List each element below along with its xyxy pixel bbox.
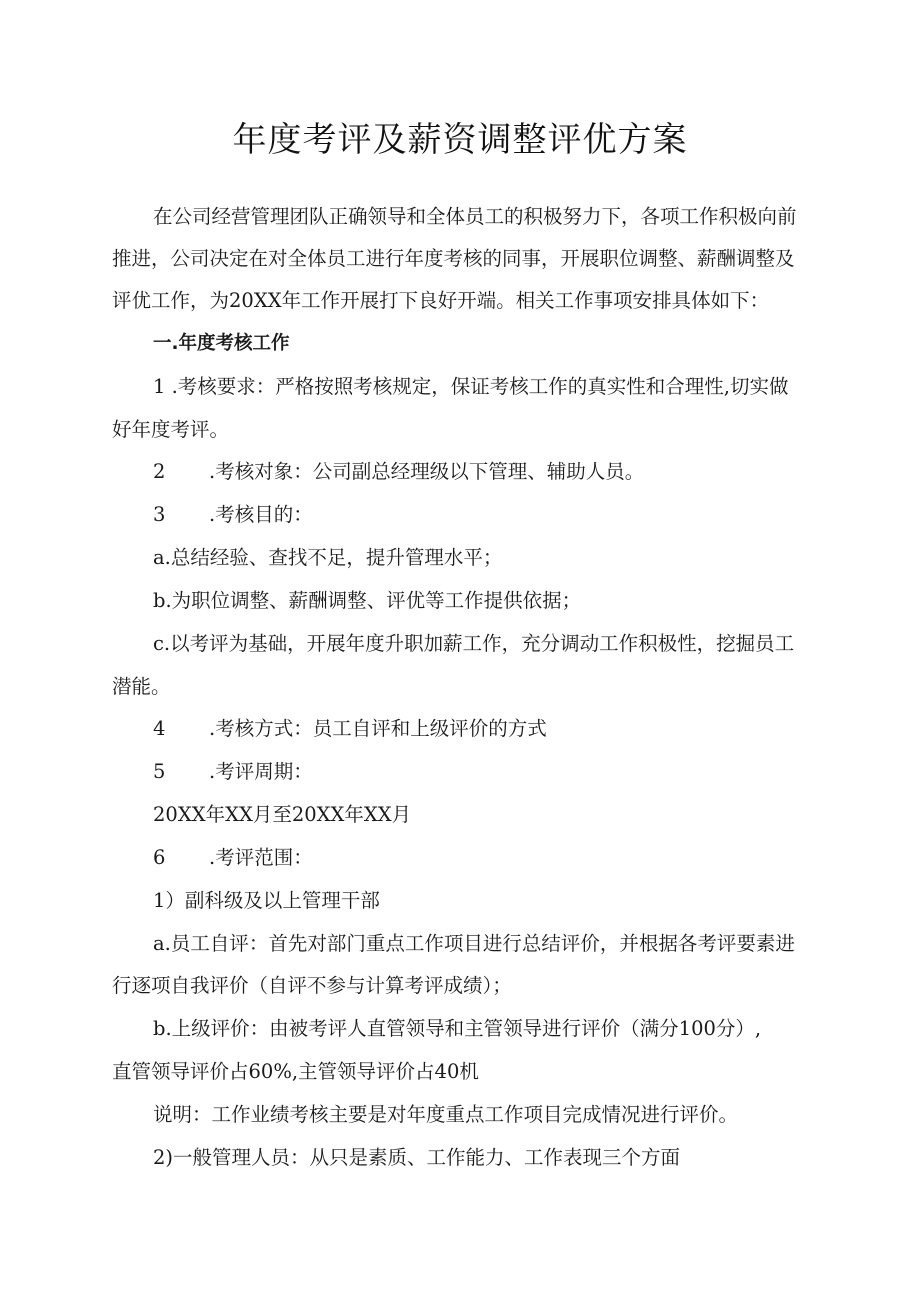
- item-number: 6: [153, 846, 166, 869]
- document-title: 年度考评及薪资调整评优方案: [232, 120, 688, 160]
- item-number: 5: [153, 760, 166, 783]
- item-5-review-period: 5 .考评周期：: [153, 760, 313, 783]
- item-6-review-scope: 6 .考评范围：: [153, 846, 313, 869]
- section-heading-annual-review: 一.年度考核工作: [153, 333, 290, 354]
- paragraph-intro-line-1: 在公司经营管理团队正确领导和全体员工的积极努力下，各项工作积极向前: [153, 205, 797, 228]
- item-number: 4: [153, 717, 166, 740]
- purpose-b: b.为职位调整、薪酬调整、评优等工作提供依据；: [153, 589, 582, 612]
- self-evaluation-line-2: 行逐项自我评价（自评不参与计算考评成绩）；: [112, 974, 512, 997]
- self-evaluation-line-1: a.员工自评：首先对部门重点工作项目进行总结评价，并根据各考评要素进: [153, 932, 795, 955]
- item-1-requirements-line-1: 1 .考核要求：严格按照考核规定，保证考核工作的真实性和合理性,切实做: [153, 375, 789, 398]
- note-explanation: 说明：工作业绩考核主要是对年度重点工作项目完成情况进行评价。: [153, 1103, 739, 1126]
- paragraph-intro-line-3: 评优工作，为20XX年工作开展打下良好开端。相关工作事项安排具体如下：: [112, 289, 770, 312]
- item-4-review-method: 4 .考核方式：员工自评和上级评价的方式: [153, 717, 547, 740]
- paragraph-intro-line-2: 推进，公司决定在对全体员工进行年度考核的同事，开展职位调整、薪酬调整及: [112, 247, 795, 270]
- supervisor-evaluation-line-1: b.上级评价：由被考评人直管领导和主管领导进行评价（满分100分）,: [153, 1017, 762, 1040]
- item-2-review-targets: 2 .考核对象：公司副总经理级以下管理、辅助人员。: [153, 460, 645, 483]
- purpose-c-line-1: c.以考评为基础，开展年度升职加薪工作，充分调动工作积极性，挖掘员工: [153, 632, 795, 655]
- purpose-c-line-2: 潜能。: [112, 675, 171, 698]
- item-number: 3: [153, 503, 166, 526]
- purpose-a: a.总结经验、查找不足，提升管理水平；: [153, 546, 503, 569]
- supervisor-evaluation-line-2: 直管领导评价占60%,主管领导评价占40机: [112, 1060, 479, 1083]
- scope-2-general-managers: 2)一般管理人员：从只是素质、工作能力、工作表现三个方面: [153, 1146, 681, 1169]
- item-1-requirements-line-2: 好年度考评。: [112, 418, 230, 441]
- item-number: 2: [153, 460, 166, 483]
- review-period-value: 20XX年XX月至20XX年XX月: [153, 803, 412, 826]
- item-3-review-purpose: 3 .考核目的：: [153, 503, 313, 526]
- scope-1-managers: 1）副科级及以上管理干部: [153, 889, 380, 912]
